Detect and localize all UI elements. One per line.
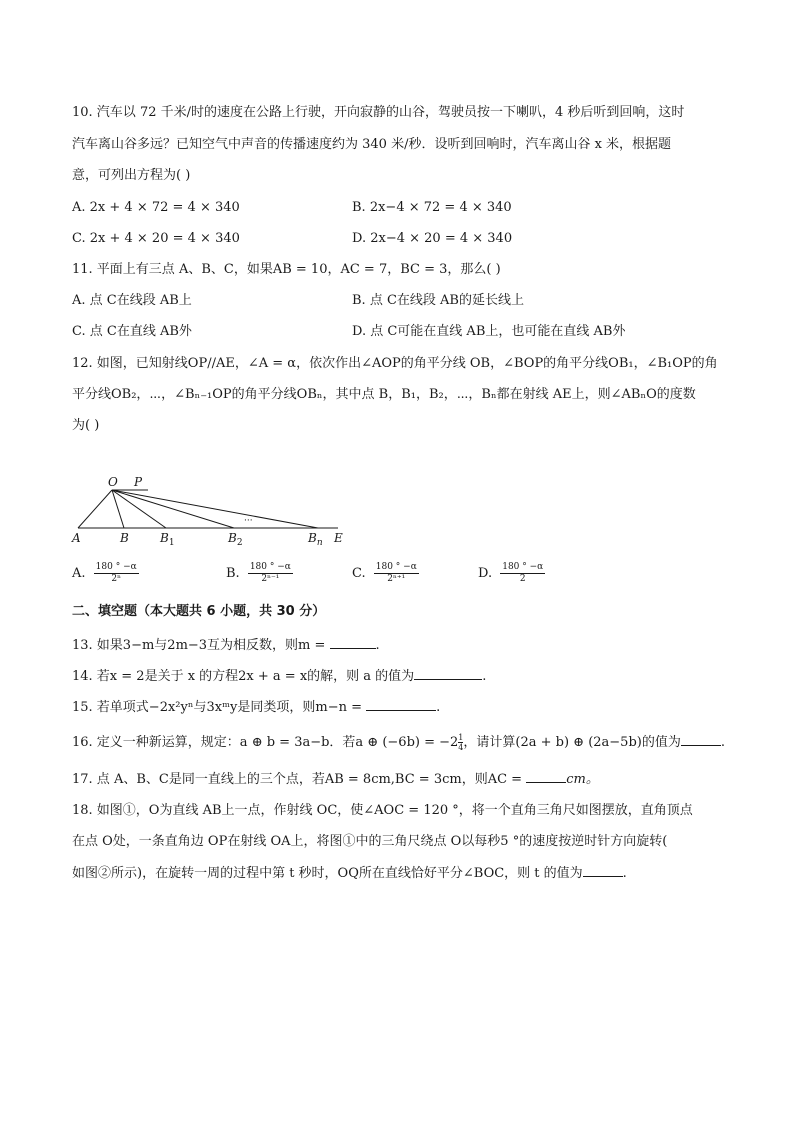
q18-text: 如图②所示)，在旋转一周的过程中第 t 秒时，OQ所在直线恰好平分∠BOC，则 t 的值为	[72, 866, 583, 881]
q18-end: .	[622, 866, 627, 881]
q16-end: .	[720, 735, 725, 750]
q11-line1: 11. 平面上有三点 A、B、C，如果AB = 10，AC = 7，BC = 3，那么( )	[72, 262, 501, 277]
fraction: $\frac{180 ^\circ -\alpha}{\text{2ⁿ⁻¹}}$	[249, 562, 291, 584]
label-e: E	[334, 531, 343, 545]
q18-line2: 在点 O处，一条直角边 OP在射线 OA上，将图①中的三角尺绕点 O以每秒5 °的速度按逆时针方向旋转(	[72, 834, 668, 849]
q15	[72, 698, 440, 717]
q11-option-b: B. 点 C在线段 AB的延长线上	[352, 293, 524, 308]
q16-text-mid: ，请计算(2a + b) ⊕ (2a−5b)的值为	[463, 735, 681, 750]
segment-ob1	[112, 490, 166, 528]
q13	[72, 636, 380, 655]
q14-text: 14. 若x = 2是关于 x 的方程2x + a = x的解，则 a 的值为	[72, 669, 415, 684]
answer-blank[interactable]	[583, 864, 623, 877]
q18-line3	[72, 864, 627, 883]
q12-figure	[66, 470, 356, 550]
q17	[72, 770, 599, 789]
fraction: $\frac{180 ^\circ -\alpha}{\text{2ⁿ}}$	[95, 562, 137, 584]
label-b1: $B_1$	[160, 531, 175, 548]
answer-blank[interactable]	[526, 770, 566, 783]
q10-line2: 汽车离山谷多远？已知空气中声音的传播速度约为 340 米/秒．设听到回响时，汽车离山谷 x 米，根据题	[72, 137, 672, 152]
q18-line1: 18. 如图①，O为直线 AB上一点，作射线 OC，使∠AOC = 120 °，将一个直角三角尺如图摆放，直角顶点	[72, 803, 693, 818]
q13-end: .	[375, 638, 380, 653]
q16-text: 16. 定义一种新运算，规定：a ⊕ b = 3a−b．若a ⊕ (−6b) = −2	[72, 735, 459, 750]
label-bn: $B_n$	[308, 531, 323, 548]
q17-unit: cm。	[566, 772, 599, 787]
q11-option-c: C. 点 C在直线 AB外	[72, 324, 192, 339]
fraction: $\frac{180 ^\circ -\alpha}{\text{2ⁿ⁺¹}}$	[375, 562, 417, 584]
label-o: O	[108, 475, 118, 489]
q10-line1: 10. 汽车以 72 千米/时的速度在公路上行驶，开向寂静的山谷，驾驶员按一下喇叭，4 秒后听到回响，这时	[72, 105, 685, 120]
fraction: $\frac{180 ^\circ -\alpha}{2}$	[502, 562, 544, 584]
q12-option-b	[226, 562, 293, 585]
answer-blank[interactable]	[366, 698, 436, 711]
q11-option-d: D. 点 C可能在直线 AB上，也可能在直线 AB外	[352, 324, 626, 339]
q16	[72, 733, 725, 752]
label-a: A	[72, 531, 81, 545]
answer-blank[interactable]	[414, 667, 482, 680]
segment-ob	[112, 490, 124, 528]
option-letter: B.	[226, 566, 240, 581]
q17-text: 17. 点 A、B、C是同一直线上的三个点，若AB = 8cm,BC = 3cm，则AC =	[72, 772, 527, 787]
label-b2: $B_2$	[228, 531, 243, 548]
q10-option-b: B. 2x−4 × 72 = 4 × 340	[352, 200, 512, 215]
mixed-fraction: $\frac{1}{4}$	[458, 733, 464, 752]
q15-end: .	[436, 700, 441, 715]
section-heading-fill-in: 二、填空题（本大题共 6 小题，共 30 分）	[72, 604, 326, 619]
q14	[72, 667, 486, 686]
label-p: P	[134, 475, 143, 489]
q12-option-c	[352, 562, 419, 585]
q12-line1: 12. 如图，已知射线OP//AE，∠A = α，依次作出∠AOP的角平分线 OB，∠BOP的角平分线OB₁，∠B₁OP的角	[72, 356, 718, 371]
label-b: B	[120, 531, 129, 545]
q15-text: 15. 若单项式−2x²yⁿ与3xᵐy是同类项，则m−n =	[72, 700, 367, 715]
q14-end: .	[482, 669, 487, 684]
segment-oa	[78, 490, 112, 528]
option-letter: A.	[72, 566, 86, 581]
option-letter: D.	[478, 566, 493, 581]
answer-blank[interactable]	[330, 636, 376, 649]
label-dots: ···	[244, 516, 253, 526]
q10-option-a: A. 2x + 4 × 72 = 4 × 340	[72, 200, 240, 215]
q12-option-d	[478, 562, 545, 585]
q10-option-d: D. 2x−4 × 20 = 4 × 340	[352, 231, 513, 246]
q12-line2: 平分线OB₂，⋯，∠Bₙ₋₁OP的角平分线OBₙ，其中点 B，B₁，B₂，⋯，Bₙ都在射线 AE上，则∠ABₙO的度数	[72, 387, 696, 402]
answer-blank[interactable]	[681, 733, 721, 746]
q13-text: 13. 如果3−m与2m−3互为相反数，则m =	[72, 638, 330, 653]
q10-line3: 意，可列出方程为( )	[72, 168, 191, 183]
q12-option-a	[72, 562, 139, 585]
q10-option-c: C. 2x + 4 × 20 = 4 × 340	[72, 231, 240, 246]
q12-line3: 为( )	[72, 418, 100, 433]
q11-option-a: A. 点 C在线段 AB上	[72, 293, 192, 308]
option-letter: C.	[352, 566, 366, 581]
